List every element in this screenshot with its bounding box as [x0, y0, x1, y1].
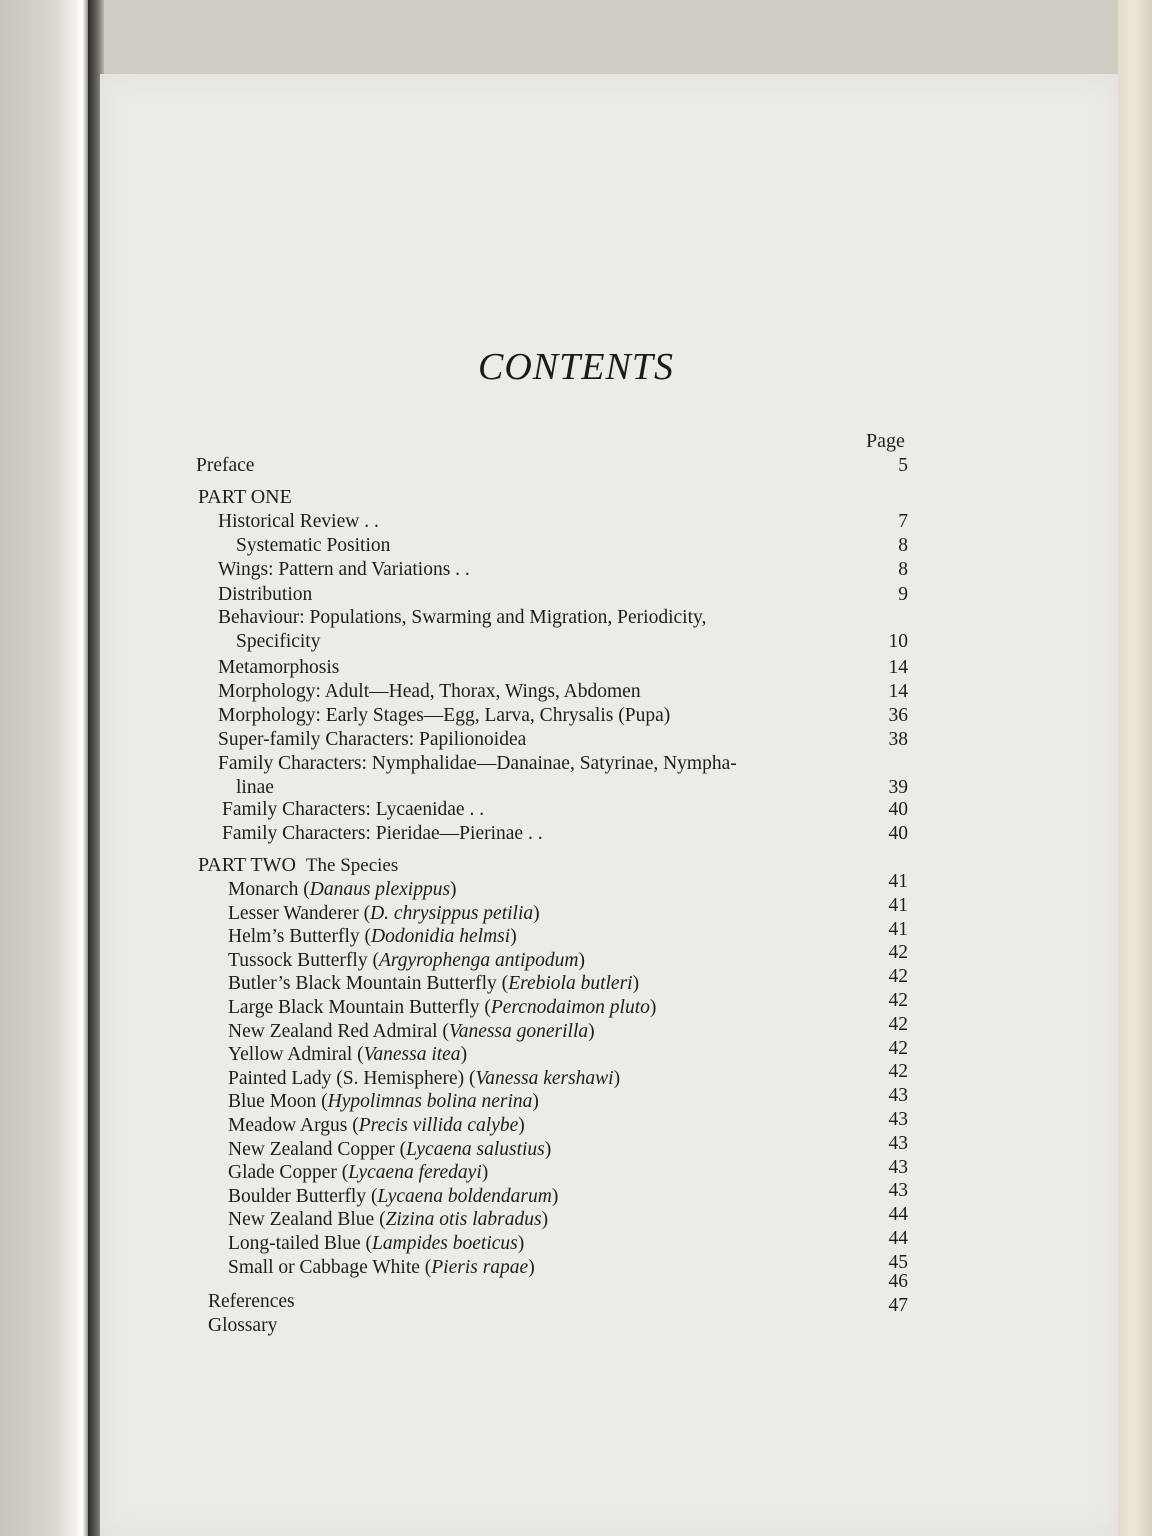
species-common-name: Blue Moon (	[228, 1091, 328, 1113]
left-page-edge	[0, 0, 96, 1536]
species-common-name: New Zealand Blue (	[228, 1209, 386, 1231]
toc-page-number: 8	[898, 559, 908, 580]
toc-page-number: 43	[888, 1156, 908, 1178]
toc-page-number: 47	[888, 1295, 908, 1316]
species-common-name: Monarch (	[228, 879, 310, 900]
toc-entry-species	[228, 949, 585, 973]
species-latin-name: Argyrophenga antipodum	[378, 949, 579, 971]
species-close-paren: )	[613, 1067, 621, 1089]
species-latin-name: D. chrysippus petilia	[370, 902, 534, 924]
toc-entry-species	[228, 1114, 525, 1138]
toc-entry-label: Wings: Pattern and Variations . .	[218, 559, 470, 580]
species-close-paren: )	[533, 902, 540, 924]
toc-entry	[218, 728, 526, 752]
toc-entry-species	[228, 1256, 535, 1280]
toc-entry-species	[228, 925, 517, 949]
toc-entry-label: Metamorphosis	[218, 657, 340, 678]
toc-page-number: 43	[888, 1132, 908, 1154]
species-close-paren: )	[649, 997, 657, 1018]
toc-page-number: 46	[888, 1271, 908, 1292]
species-close-paren: )	[518, 1115, 525, 1136]
toc-entry-species	[228, 996, 656, 1020]
species-close-paren: )	[541, 1209, 549, 1231]
toc-page-number: 42	[888, 1013, 908, 1035]
species-common-name: Butler’s Black Mountain Butterfly (	[228, 973, 509, 995]
species-close-paren: )	[481, 1162, 489, 1184]
species-latin-name: Percnodaimon pluto	[490, 997, 650, 1018]
toc-page-number: 41	[888, 871, 908, 892]
toc-page-number: 42	[888, 966, 908, 988]
toc-entry	[218, 704, 670, 728]
species-common-name: Small or Cabbage White (	[228, 1256, 432, 1278]
species-close-paren: )	[532, 1091, 539, 1113]
species-close-paren: )	[588, 1020, 595, 1042]
toc-page-number: 38	[888, 729, 908, 750]
species-latin-name: Lampides boeticus	[372, 1233, 518, 1254]
species-latin-name: Pieris rapae	[431, 1256, 529, 1278]
toc-entry-label: Super-family Characters: Papilionoidea	[218, 729, 527, 750]
toc-page-number: 45	[888, 1251, 908, 1273]
species-common-name: Meadow Argus (	[228, 1115, 359, 1136]
species-close-paren: )	[460, 1044, 468, 1066]
section-heading-part-one: PART ONE	[198, 486, 292, 508]
toc-page-number: 36	[888, 705, 908, 726]
toc-entry-continuation: linae	[236, 777, 274, 798]
toc-page-number: 42	[888, 990, 908, 1011]
species-latin-name: Hypolimnas bolina nerina	[327, 1091, 533, 1113]
toc-entry-species	[228, 1185, 558, 1209]
part-two-heading: PART TWO	[198, 854, 296, 876]
species-close-paren: )	[578, 949, 585, 971]
toc-entry-label: Behaviour: Populations, Swarming and Migration, Periodicity,	[218, 607, 707, 628]
toc-entry-species	[228, 902, 540, 926]
toc-entry	[218, 752, 737, 776]
toc-entry	[236, 534, 390, 558]
toc-entry-species	[228, 1232, 524, 1256]
toc-entry	[218, 680, 641, 704]
toc-page-number: 39	[888, 777, 908, 798]
species-common-name: Lesser Wanderer (	[228, 902, 371, 924]
species-common-name: Tussock Butterfly (	[228, 949, 379, 971]
toc-page-number: 10	[888, 631, 908, 652]
species-close-paren: )	[632, 973, 640, 995]
toc-entry-species	[228, 878, 457, 902]
species-common-name: New Zealand Red Admiral (	[228, 1020, 449, 1042]
toc-entry-species	[228, 1090, 539, 1114]
toc-entry-label: Historical Review . .	[218, 511, 379, 532]
species-common-name: Large Black Mountain Butterfly (	[228, 997, 491, 1018]
toc-page-number: 40	[888, 823, 908, 844]
toc-page-number: 42	[888, 1061, 908, 1083]
species-latin-name: Lycaena feredayi	[348, 1162, 482, 1184]
toc-entry-continuation: Specificity	[236, 631, 321, 652]
toc-entry-species	[228, 1043, 467, 1067]
toc-page-number: 9	[898, 584, 908, 605]
species-close-paren: )	[450, 879, 457, 900]
species-common-name: Long-tailed Blue (	[228, 1233, 373, 1254]
toc-page-number: 43	[888, 1180, 908, 1202]
species-latin-name: Vanessa kershawi	[475, 1067, 614, 1089]
toc-page-number: 14	[888, 681, 908, 702]
species-latin-name: Lycaena boldendarum	[377, 1185, 552, 1207]
toc-entry-label: Family Characters: Lycaenidae . .	[222, 799, 485, 820]
toc-entry-species	[228, 972, 639, 996]
toc-entry-species	[228, 1161, 488, 1185]
cover-edge	[1118, 0, 1152, 1536]
toc-page-number: 8	[898, 535, 908, 556]
species-common-name: Painted Lady (S. Hemisphere) (	[228, 1067, 476, 1089]
species-latin-name: Lycaena salustius	[406, 1138, 545, 1160]
toc-page-number: 41	[888, 894, 908, 916]
species-close-paren: )	[517, 1233, 525, 1254]
toc-page-number: 42	[888, 1037, 908, 1059]
toc-entry-label: Morphology: Adult—Head, Thorax, Wings, Abdomen	[218, 681, 641, 702]
toc-entry	[218, 583, 312, 607]
toc-entry-label: Morphology: Early Stages—Egg, Larva, Chrysalis (Pupa)	[218, 705, 671, 726]
toc-entry	[218, 558, 470, 582]
species-close-paren: )	[544, 1138, 552, 1160]
section-heading-part-two	[198, 853, 398, 878]
species-latin-name: Dodonidia helmsi	[370, 926, 511, 948]
toc-entry-label: Preface	[196, 455, 255, 476]
toc-page-number: 44	[888, 1204, 908, 1226]
toc-page-number: 43	[888, 1109, 908, 1130]
toc-entry-species	[228, 1067, 620, 1091]
page-column-header: Page	[866, 430, 905, 452]
species-common-name: New Zealand Copper (	[228, 1138, 407, 1160]
species-common-name: Glade Copper (	[228, 1162, 349, 1184]
page-title: CONTENTS	[478, 346, 674, 388]
toc-entry	[222, 822, 543, 846]
toc-entry-back-matter: References	[208, 1291, 295, 1312]
toc-entry-species	[228, 1138, 551, 1162]
toc-entry-back-matter: Glossary	[208, 1315, 278, 1336]
species-close-paren: )	[510, 926, 517, 948]
species-latin-name: Precis villida calybe	[358, 1115, 519, 1136]
toc-entry-label: Systematic Position	[236, 535, 391, 556]
toc-entry	[218, 606, 706, 630]
species-common-name: Yellow Admiral (	[228, 1044, 364, 1066]
species-latin-name: Danaus plexippus	[309, 879, 451, 900]
toc-page-number: 14	[888, 657, 908, 678]
toc-entry	[218, 656, 339, 680]
toc-page-number: 7	[898, 511, 908, 532]
toc-entry	[222, 798, 484, 822]
toc-entry-species	[228, 1208, 548, 1232]
species-latin-name: Vanessa gonerilla	[448, 1020, 589, 1042]
toc-entry-preface	[196, 454, 254, 478]
toc-entry-label: Family Characters: Pieridae—Pierinae . .	[222, 823, 543, 844]
species-latin-name: Vanessa itea	[363, 1044, 461, 1066]
part-two-subheading: The Species	[305, 855, 399, 876]
toc-entry-label: Family Characters: Nymphalidae—Danainae, Satyrinae, Nympha-	[218, 753, 737, 774]
toc-entry	[218, 510, 379, 534]
toc-entry-species	[228, 1020, 595, 1044]
species-close-paren: )	[528, 1256, 535, 1278]
species-latin-name: Erebiola butleri	[508, 973, 633, 995]
species-close-paren: )	[551, 1185, 559, 1207]
toc-entry-label: Distribution	[218, 584, 313, 605]
species-latin-name: Zizina otis labradus	[385, 1209, 542, 1231]
toc-page-number: 41	[888, 918, 908, 940]
toc-page-number: 40	[888, 799, 908, 820]
toc-page-number: 5	[898, 455, 908, 476]
toc-page-number: 42	[888, 942, 908, 964]
toc-page-number: 43	[888, 1085, 908, 1107]
toc-page-number: 44	[888, 1228, 908, 1249]
species-common-name: Boulder Butterfly (	[228, 1185, 378, 1207]
species-common-name: Helm’s Butterfly (	[228, 926, 371, 948]
